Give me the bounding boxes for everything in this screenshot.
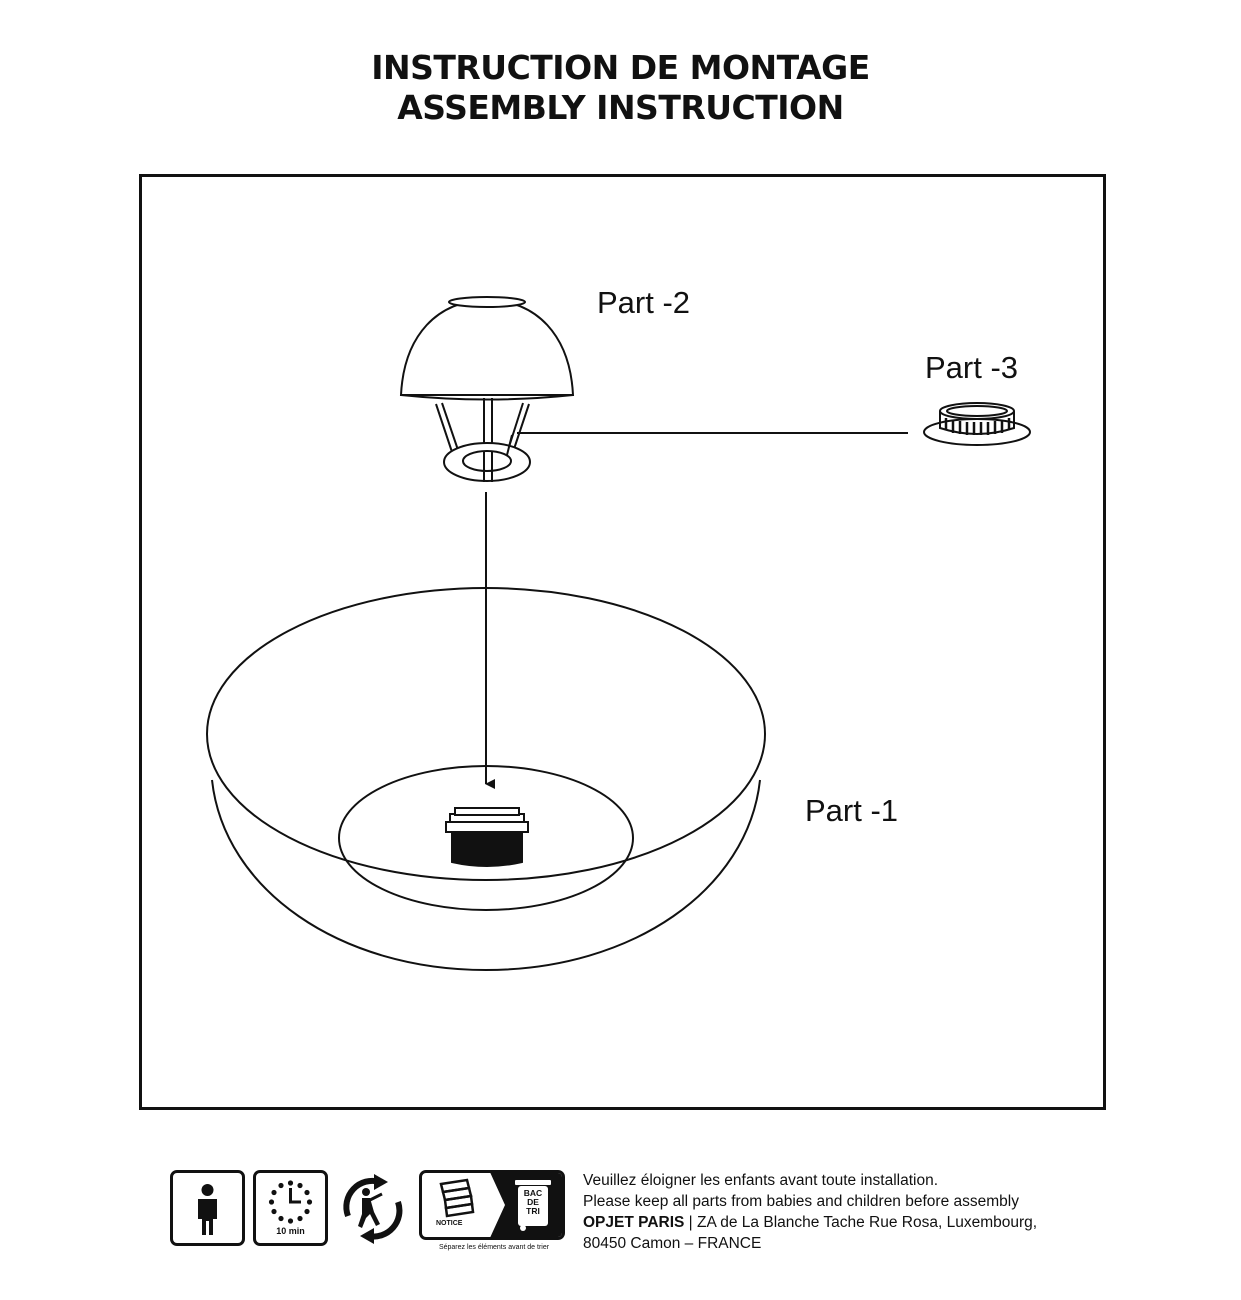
- part-2-label: Part -2: [597, 285, 691, 320]
- part-2-shade-holder: [401, 297, 573, 482]
- socket-thread: [446, 808, 528, 866]
- sort-caption: Séparez les éléments avant de trier: [438, 1244, 550, 1251]
- notice-booklet-icon: [441, 1180, 473, 1216]
- person-icon: [170, 1170, 245, 1246]
- bin-label: BAC DE TRI: [523, 1188, 543, 1216]
- sort-pictogram: [419, 1170, 565, 1240]
- part-3-label: Part -3: [925, 350, 1019, 385]
- time-label: 10 min: [276, 1226, 305, 1236]
- company-address: [583, 1212, 1223, 1233]
- address-line-2: 80450 Camon – FRANCE: [583, 1235, 762, 1252]
- title-french: INSTRUCTION DE MONTAGE: [371, 48, 870, 87]
- part-3-threaded-ring: [924, 403, 1030, 445]
- address-line-1: | ZA de La Blanche Tache Rue Rosa, Luxembourg,: [684, 1214, 1038, 1231]
- brand-name: OPJET PARIS: [583, 1214, 685, 1231]
- part-1-label: Part -1: [805, 793, 899, 828]
- notice-line-fr: Veuillez éloigner les enfants avant toute installation.: [583, 1172, 939, 1189]
- title-english: ASSEMBLY INSTRUCTION: [397, 88, 844, 127]
- notice-label: NOTICE: [436, 1220, 463, 1227]
- clock-icon: [253, 1170, 328, 1246]
- notice-line-en: Please keep all parts from babies and children before assembly: [583, 1193, 1019, 1210]
- recycle-icon: [334, 1170, 412, 1248]
- safety-notice: [583, 1170, 1223, 1254]
